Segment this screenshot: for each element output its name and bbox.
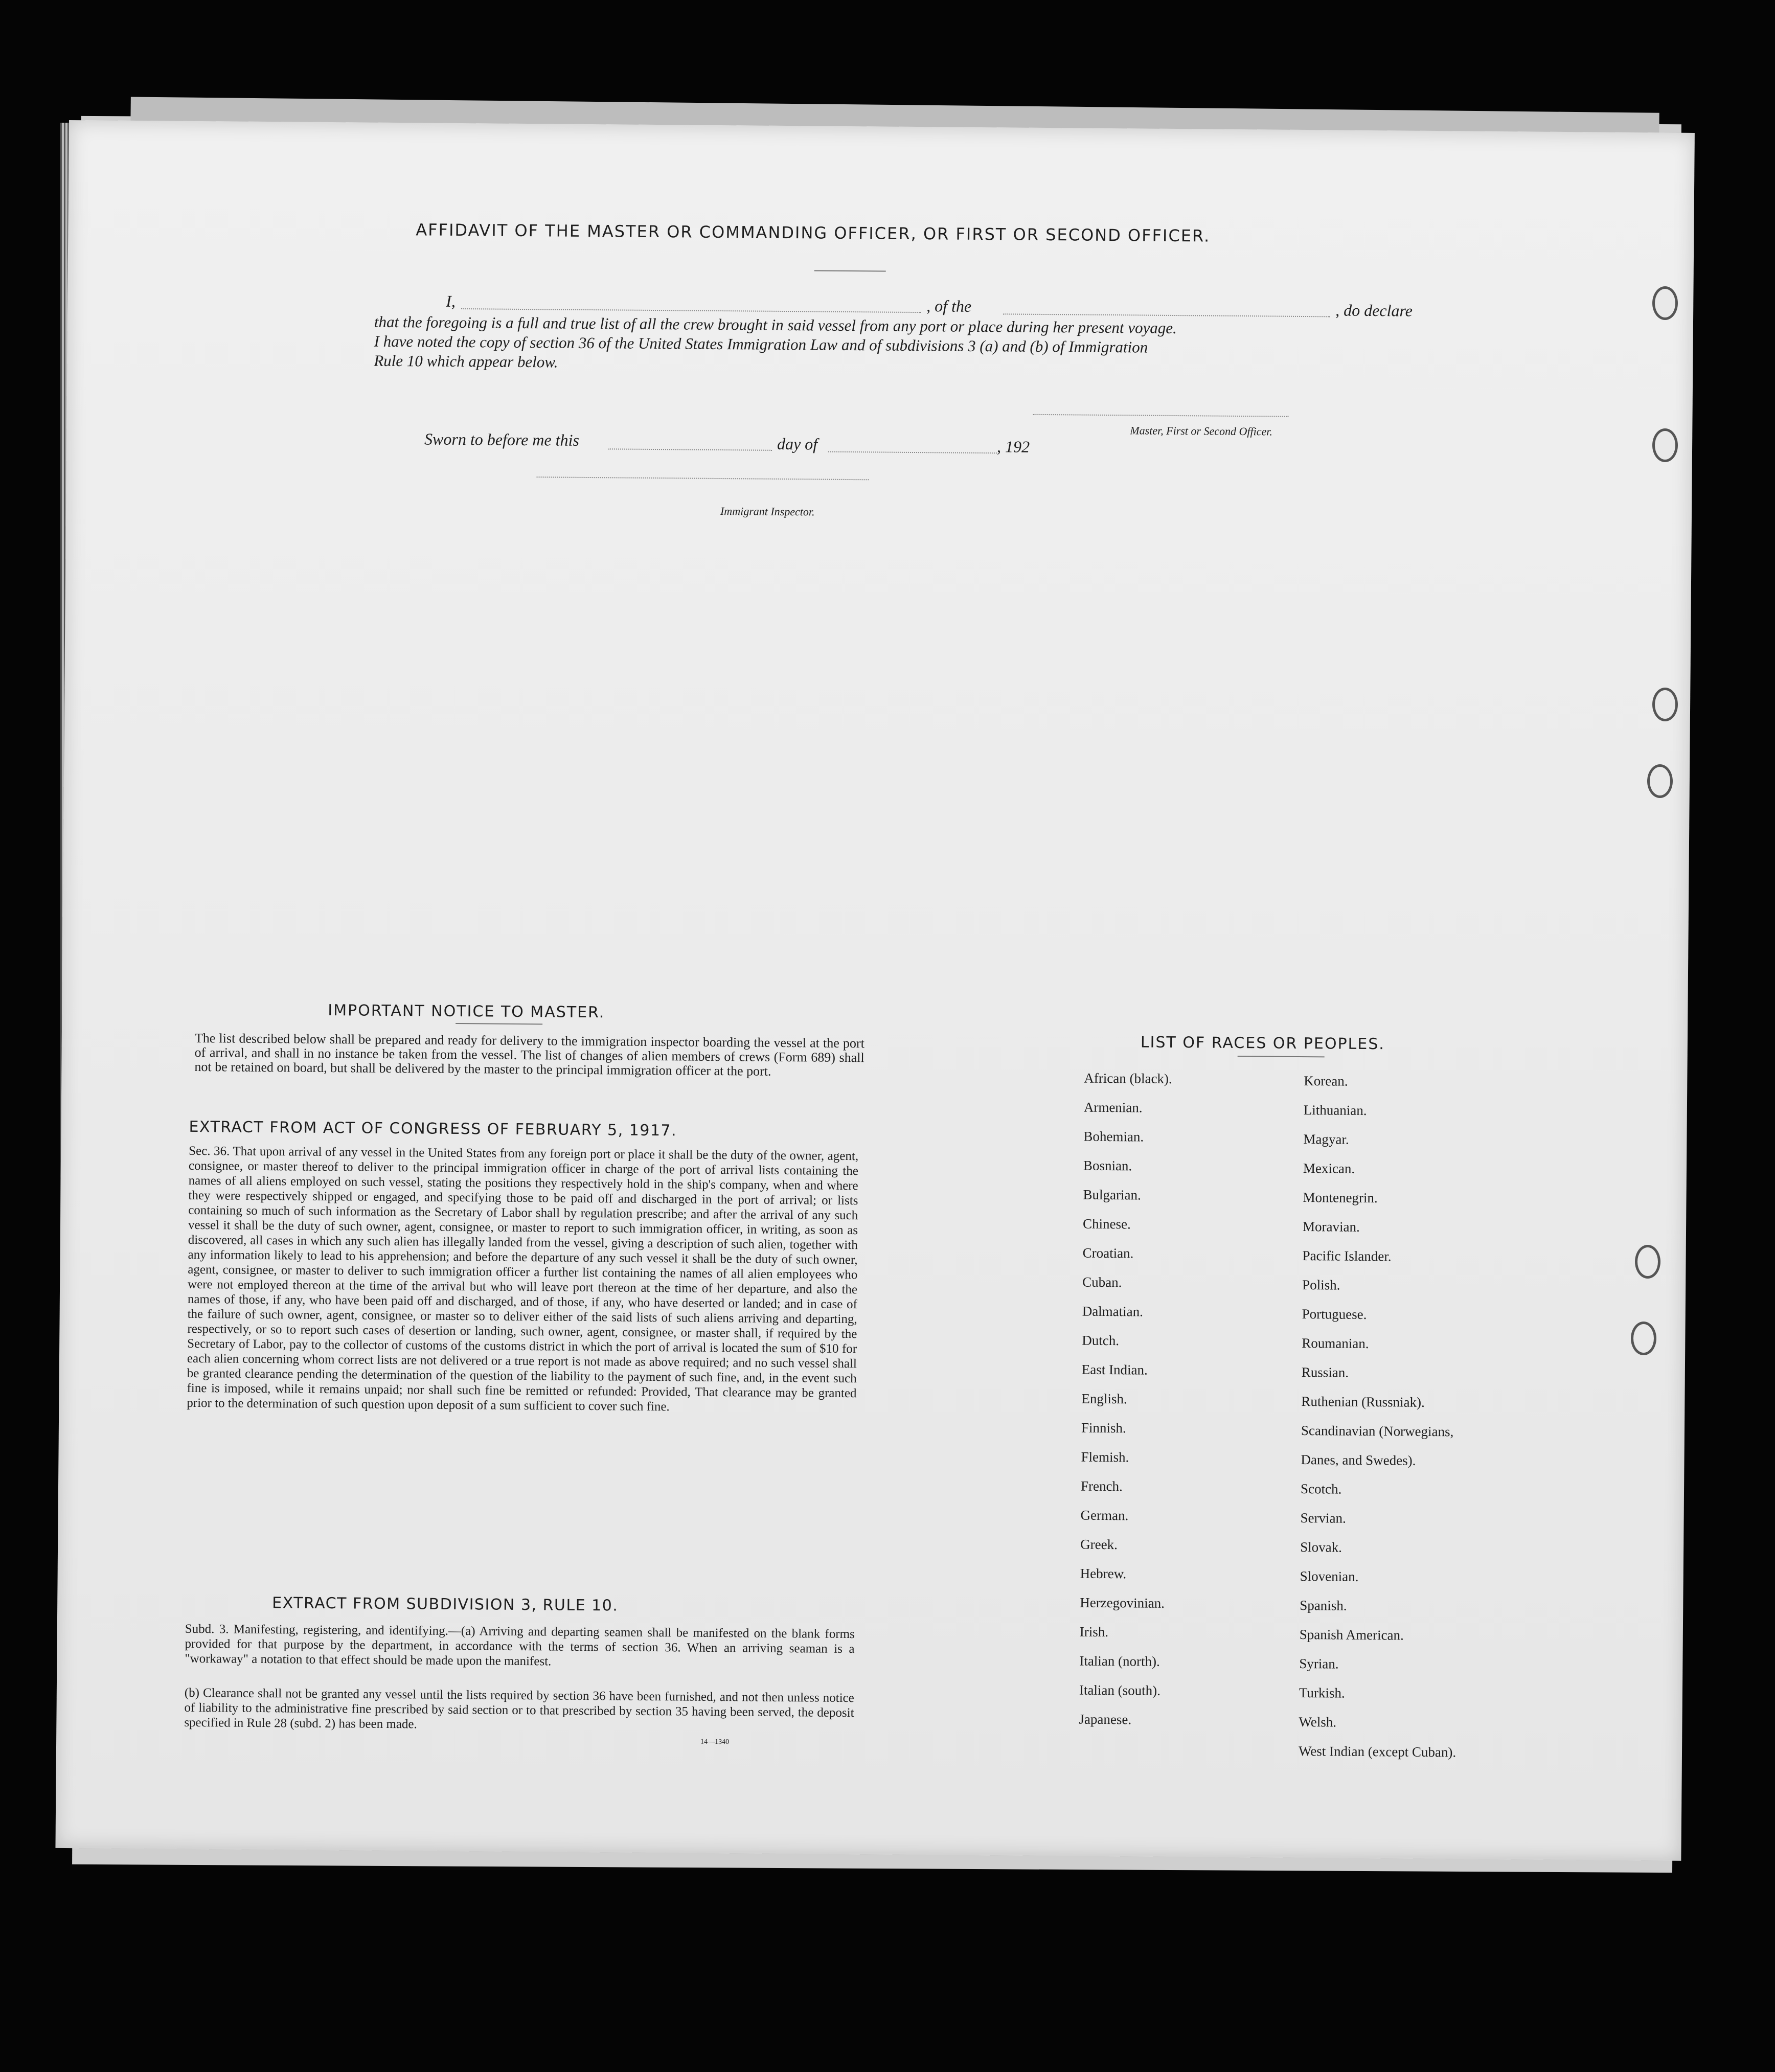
race-item: Italian (south). (1079, 1682, 1161, 1698)
form-number: 14—1340 (700, 1738, 730, 1746)
race-item: Montenegrin. (1303, 1190, 1378, 1206)
race-item: African (black). (1084, 1070, 1172, 1087)
race-item: Syrian. (1299, 1655, 1339, 1672)
race-item: Armenian. (1083, 1099, 1143, 1115)
binder-hole (1647, 764, 1673, 798)
race-item: Welsh. (1299, 1714, 1337, 1730)
race-item: English. (1081, 1391, 1127, 1407)
race-item: Polish. (1302, 1277, 1340, 1293)
race-item: Finnish. (1081, 1420, 1126, 1436)
race-item: Ruthenian (Russniak). (1301, 1394, 1425, 1410)
rule-body-b: (b) Clearance shall not be granted any vessel until the lists required by section 36 have been furnished, and not then unless notice of liability to the administrative fine prescribed by said section or to that prescribed by section 35 having been served, the deposit specified in Rule 28 (subd. 2) has been made. (184, 1686, 854, 1732)
affidavit-line4: Rule 10 which appear below. (374, 351, 558, 371)
race-item: Croatian. (1082, 1245, 1134, 1261)
race-item: East Indian. (1081, 1361, 1148, 1378)
race-item: Hebrew. (1080, 1565, 1127, 1582)
race-item: Bohemian. (1083, 1128, 1144, 1145)
sworn-label: Sworn to before me this (424, 429, 580, 449)
race-item: Russian. (1301, 1364, 1349, 1380)
binder-hole (1652, 286, 1678, 320)
act-title: EXTRACT FROM ACT OF CONGRESS OF FEBRUARY 5, 1917. (189, 1118, 677, 1140)
race-item: Flemish. (1081, 1449, 1129, 1465)
races-rule (1238, 1056, 1325, 1057)
rule-title: EXTRACT FROM SUBDIVISION 3, RULE 10. (272, 1594, 619, 1615)
races-column-2 (1299, 1066, 1462, 1767)
affidavit-line2: that the foregoing is a full and true list of all the crew brought in said vessel from any port or place during her present voyage. (374, 312, 1177, 337)
name-blank (461, 308, 921, 313)
binder-hole (1635, 1245, 1660, 1279)
race-item: Spanish American. (1299, 1626, 1404, 1643)
race-item: Scotch. (1300, 1481, 1342, 1497)
race-item: Magyar. (1303, 1131, 1349, 1147)
inspector-label: Immigrant Inspector. (720, 505, 815, 518)
race-item: Greek. (1080, 1536, 1118, 1553)
race-item: Danes, and Swedes). (1301, 1452, 1416, 1468)
notice-rule (456, 1023, 542, 1024)
rule-body-a: Subd. 3. Manifesting, registering, and identifying.—(a) Arriving and departing seamen shall be manifested on the blank forms provided for that purpose by the department, in accordance with the terms of section 36. When an arriving seaman is a "workaway" a notation to that effect should be made upon the manifest. (185, 1622, 855, 1669)
day-of-label: day of (777, 434, 818, 453)
notice-body: The list described below shall be prepared and ready for delivery to the immigration inspector boarding the vessel at the port of arrival, and shall in no instance be taken from the vessel. The list of changes of alien members of crews (Form 689) shall not be retained on board, but shall be delivered by the master to the principal immigration officer at the port. (194, 1030, 864, 1079)
races-title: LIST OF RACES OR PEOPLES. (1140, 1033, 1385, 1054)
race-item: Irish. (1079, 1624, 1109, 1640)
race-item: West Indian (except Cuban). (1298, 1743, 1457, 1760)
race-item: Spanish. (1300, 1597, 1347, 1613)
master-sig-label: Master, First or Second Officer. (1130, 424, 1273, 438)
race-item: Scandinavian (Norwegians, (1301, 1423, 1454, 1440)
races-column-1 (1079, 1064, 1172, 1735)
vessel-blank (1003, 313, 1330, 317)
affidavit-do-declare: , do declare (1335, 301, 1413, 320)
binder-hole (1631, 1322, 1656, 1355)
race-item: Roumanian. (1302, 1335, 1369, 1352)
race-item: French. (1080, 1478, 1123, 1494)
race-item: Portuguese. (1302, 1306, 1367, 1323)
race-item: Pacific Islander. (1302, 1248, 1392, 1264)
affidavit-of-the: , of the (926, 297, 972, 315)
race-item: Moravian. (1302, 1219, 1360, 1235)
race-item: Lithuanian. (1303, 1102, 1367, 1118)
race-item: Turkish. (1299, 1684, 1345, 1701)
document-page (55, 120, 1694, 1861)
binder-hole (1652, 688, 1678, 721)
title-rule (814, 270, 886, 271)
race-item: Bosnian. (1083, 1157, 1132, 1174)
race-item: Bulgarian. (1083, 1187, 1141, 1203)
sworn-day-blank (608, 448, 772, 451)
race-item: German. (1080, 1507, 1129, 1523)
inspector-line (537, 476, 869, 480)
year-label: , 192 (996, 437, 1030, 456)
binder-hole (1652, 428, 1678, 462)
notice-title: IMPORTANT NOTICE TO MASTER. (328, 1001, 605, 1022)
race-item: Korean. (1304, 1073, 1348, 1089)
race-item: Herzegovinian. (1080, 1595, 1165, 1611)
race-item: Dalmatian. (1082, 1303, 1144, 1319)
race-item: Italian (north). (1079, 1653, 1160, 1669)
race-item: Dutch. (1082, 1332, 1120, 1349)
race-item: Mexican. (1303, 1160, 1355, 1176)
affidavit-title: AFFIDAVIT OF THE MASTER OR COMMANDING OFFICER, OR FIRST OR SECOND OFFICER. (416, 220, 1211, 246)
act-body: Sec. 36. That upon arrival of any vessel in the United States from any foreign port or place it shall be the duty of the owner, agent, consignee, or master thereof to deliver to the principal immigration officer in charge of the port of arrival lists containing the names of all aliens employed on such vessel, stating the positions they respectively hold in the ship's company, when and where they were respectively shipped or engaged, and specifying those to be paid off and discharged in the port of arrival; or lists containing so much of such information as the Secretary of Labor shall by regulation prescribe; and after the arrival of any such vessel it shall be the duty of such owner, agent, consignee, or master to report to such immigration officer, in writing, as soon as discovered, all cases in which any such alien has illegally landed from the vessel, giving a description of such alien, together with any information likely to lead to his apprehension; and before the departure of any such vessel it shall be the duty of such owner, agent, consignee, or master to deliver to such immigration officer a further list containing the names of all alien employees who were not employed thereon at the time of the arrival but who will leave port thereon at the time of her departure, and also the names of those, if any, who have been paid off and discharged, and of those, if any, who have deserted or landed; and in case of the failure of such owner, agent, consignee, or master so to deliver either of the said lists of such aliens arriving and departing, respectively, or so to report such cases of desertion or landing, such owner, agent, consignee, or master shall, if required by the Secretary of Labor, pay to the collector of customs of the customs district in which the port of arrival is located the sum of $10 for each alien concerning whom correct lists are not delivered or a true report is not made as above required; and no such vessel shall be granted clearance pending the determination of the question of the liability to the payment of such fine, and, in the event such fine is imposed, while it remains unpaid; nor shall such fine be remitted or refunded: Provided, That clearance may be granted prior to the determination of such question upon deposit of a sum sufficient to cover such fine. (187, 1144, 859, 1414)
race-item: Chinese. (1082, 1216, 1131, 1232)
affidavit-i: I, (446, 291, 456, 310)
race-item: Japanese. (1079, 1711, 1132, 1727)
race-item: Slovenian. (1300, 1568, 1359, 1584)
race-item: Slovak. (1300, 1539, 1342, 1555)
master-sig-line (1033, 414, 1289, 417)
affidavit-line3: I have noted the copy of section 36 of the United States Immigration Law and of subdivisions 3 (a) and (b) of Immigration (374, 332, 1148, 356)
month-blank (828, 451, 997, 454)
race-item: Cuban. (1082, 1274, 1122, 1290)
race-item: Servian. (1300, 1510, 1346, 1526)
